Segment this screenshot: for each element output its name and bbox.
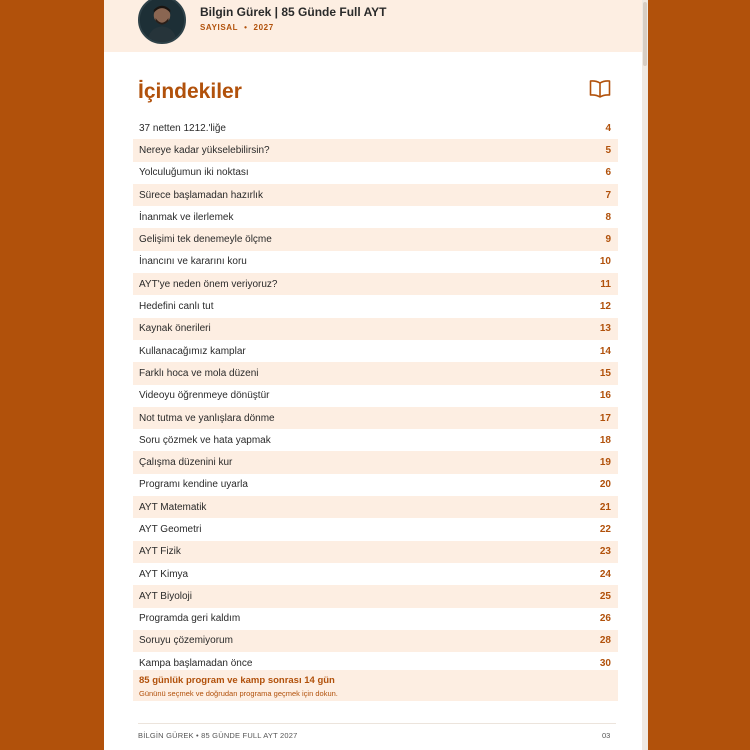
toc-item-page: 11 <box>600 278 611 290</box>
toc-item-label: Farklı hoca ve mola düzeni <box>139 367 259 379</box>
toc-item-page: 13 <box>599 323 611 335</box>
toc-item-page: 7 <box>605 189 611 201</box>
toc-item[interactable] <box>133 340 618 362</box>
toc-item[interactable] <box>133 295 618 317</box>
toc-item-page: 17 <box>599 412 611 424</box>
program-cta[interactable] <box>133 670 618 701</box>
toc-item-label: Programı kendine uyarla <box>139 479 248 491</box>
page-header <box>104 0 642 52</box>
toc-item[interactable] <box>133 184 618 206</box>
toc-item[interactable] <box>133 474 618 496</box>
toc-item-label: Soruyu çözemiyorum <box>139 635 233 647</box>
toc-item-label: Soru çözmek ve hata yapmak <box>139 434 271 446</box>
toc-item-label: Kullanacağımız kamplar <box>139 345 246 357</box>
book-subtitle <box>200 23 274 32</box>
toc-item[interactable] <box>133 407 618 429</box>
toc-item-label: İnancını ve kararını koru <box>139 256 247 268</box>
toc-item[interactable] <box>133 228 618 250</box>
toc-item-page: 25 <box>599 590 611 602</box>
toc-item-page: 28 <box>599 635 611 647</box>
track-label: SAYISAL <box>200 23 239 32</box>
cta-subtitle: Gününü seçmek ve doğrudan programa geçmek için dokun. <box>139 689 338 698</box>
toc-item-label: Not tutma ve yanlışlara dönme <box>139 412 275 424</box>
toc-item-label: 37 netten 1212.'liğe <box>139 122 226 134</box>
toc-item-page: 30 <box>599 657 611 669</box>
toc-item-page: 10 <box>599 256 611 268</box>
toc-item-page: 8 <box>605 211 611 223</box>
toc-item-label: AYT Matematik <box>139 501 207 513</box>
toc-item[interactable] <box>133 518 618 540</box>
toc-item-page: 5 <box>605 144 611 156</box>
footer-divider <box>138 723 616 724</box>
toc-item-page: 24 <box>599 568 611 580</box>
toc-item-label: Yolculuğumun iki noktası <box>139 167 249 179</box>
toc-item-label: AYT Geometri <box>139 523 202 535</box>
toc-item-page: 18 <box>599 434 611 446</box>
toc-item[interactable] <box>133 318 618 340</box>
cta-title: 85 günlük program ve kamp sonrası 14 gün <box>139 675 335 686</box>
toc-item[interactable] <box>133 251 618 273</box>
toc-item[interactable] <box>133 117 618 139</box>
scrollbar[interactable] <box>642 0 648 750</box>
toc-item[interactable] <box>133 385 618 407</box>
toc-item-label: İnanmak ve ilerlemek <box>139 211 234 223</box>
toc-title: İçindekiler <box>138 80 242 103</box>
toc-item-page: 22 <box>599 523 611 535</box>
toc-item[interactable] <box>133 362 618 384</box>
toc-item[interactable] <box>133 496 618 518</box>
toc-item-page: 12 <box>599 301 611 313</box>
toc-item-label: Kaynak önerileri <box>139 323 211 335</box>
toc-item[interactable] <box>133 451 618 473</box>
toc-item-label: AYT Biyoloji <box>139 590 192 602</box>
toc-item-label: Hedefini canlı tut <box>139 301 214 313</box>
toc-item[interactable] <box>133 630 618 652</box>
toc-item[interactable] <box>133 429 618 451</box>
toc-item-page: 23 <box>599 546 611 558</box>
toc-item-label: AYT Kimya <box>139 568 189 580</box>
toc-item[interactable] <box>133 206 618 228</box>
toc-item-page: 9 <box>605 234 611 246</box>
avatar <box>138 0 186 44</box>
toc-item-label: Sürece başlamadan hazırlık <box>139 189 263 201</box>
year-label: 2027 <box>253 23 274 32</box>
toc-item-label: AYT'ye neden önem veriyoruz? <box>139 278 278 290</box>
toc-item-page: 14 <box>599 345 611 357</box>
toc-item-label: Gelişimi tek denemeyle ölçme <box>139 234 272 246</box>
scrollbar-thumb[interactable] <box>643 2 647 66</box>
toc-item-page: 21 <box>599 501 611 513</box>
toc-item[interactable] <box>133 541 618 563</box>
toc-item-label: Kampa başlamadan önce <box>139 657 253 669</box>
toc-item[interactable] <box>133 162 618 184</box>
toc-item-label: Programda geri kaldım <box>139 613 241 625</box>
toc-list <box>133 117 618 674</box>
toc-item-label: Çalışma düzenini kur <box>139 457 233 469</box>
footer-page-number: 03 <box>602 731 611 740</box>
toc-item-page: 15 <box>599 367 611 379</box>
toc-item[interactable] <box>133 139 618 161</box>
book-open-icon[interactable] <box>589 79 611 99</box>
book-title: Bilgin Gürek | 85 Günde Full AYT <box>200 5 387 19</box>
toc-item-page: 20 <box>599 479 611 491</box>
toc-item-page: 6 <box>605 167 611 179</box>
toc-item-label: Nereye kadar yükselebilirsin? <box>139 144 270 156</box>
toc-item-page: 19 <box>599 457 611 469</box>
toc-item[interactable] <box>133 563 618 585</box>
toc-item-label: AYT Fizik <box>139 546 181 558</box>
toc-item[interactable] <box>133 273 618 295</box>
document-page <box>104 0 642 750</box>
toc-item-page: 16 <box>599 390 611 402</box>
toc-item[interactable] <box>133 585 618 607</box>
separator-dot: • <box>244 23 248 32</box>
toc-item-page: 4 <box>605 122 611 134</box>
toc-item[interactable] <box>133 608 618 630</box>
footer-text: BİLGİN GÜREK • 85 GÜNDE FULL AYT 2027 <box>138 731 298 740</box>
toc-item-page: 26 <box>599 613 611 625</box>
toc-item-label: Videoyu öğrenmeye dönüştür <box>139 390 270 402</box>
